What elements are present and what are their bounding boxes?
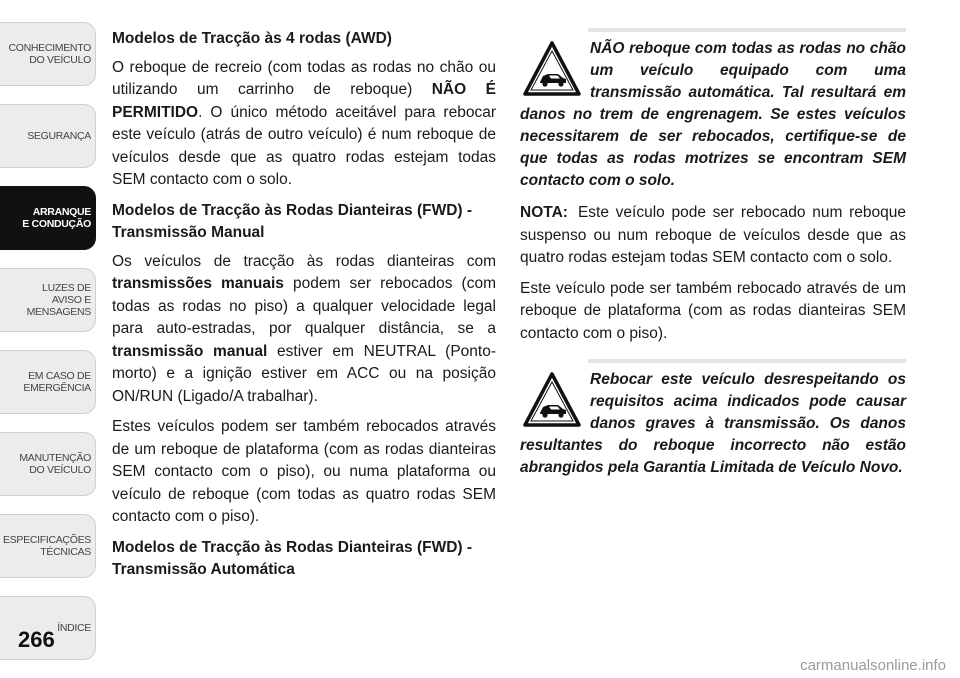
note-paragraph	[520, 202, 906, 270]
tab-luzes-de-aviso[interactable]	[0, 268, 96, 332]
tab-label: ARRANQUE E CONDUÇÃO	[22, 206, 91, 230]
note-text: Este veículo pode ser rebocado num reboque suspenso ou num reboque de veículos desde que as quatro rodas estejam todas SEM contacto com o solo.	[520, 204, 906, 266]
tab-conhecimento-do-veiculo[interactable]	[0, 22, 96, 86]
warning-triangle-car-icon	[522, 40, 582, 98]
emphasis: NÃO É PERMITIDO	[112, 81, 496, 121]
page-number: 266	[18, 627, 55, 652]
tab-arranque-e-conducao[interactable]	[0, 186, 96, 250]
emphasis: transmissões manuais	[112, 275, 284, 292]
tab-seguranca[interactable]	[0, 104, 96, 168]
tab-label: MANUTENÇÃO DO VEÍCULO	[19, 452, 91, 476]
warning-box	[520, 28, 906, 192]
tab-label: SEGURANÇA	[27, 130, 91, 142]
paragraph-awd	[112, 57, 496, 192]
tab-label: ESPECIFICAÇÕES TÉCNICAS	[3, 534, 91, 558]
paragraph-fwd-manual	[112, 251, 496, 409]
heading-awd: Modelos de Tracção às 4 rodas (AWD)	[112, 30, 392, 47]
emphasis: transmissão manual	[112, 342, 268, 360]
warning-text: Rebocar este veículo desrespeitando os requisitos acima indicados pode causar danos graves à transmissão. Os danos resultantes do reboque incorrecto não estão abrangidos pela Garantia Limitada de Veículo Novo.	[520, 371, 906, 476]
text: podem ser rebocados (com todas as rodas no piso) a qualquer velocidade legal para auto-estradas, por qualquer distância, se a	[112, 275, 496, 337]
text: Os veículos de tracção às rodas dianteiras com	[112, 252, 496, 270]
paragraph-platform: Este veículo pode ser também rebocado através de um reboque de plataforma (com as rodas dianteiras SEM contacto com o piso).	[520, 279, 906, 342]
warning-triangle-car-icon	[522, 371, 582, 429]
text: O reboque de recreio (com todas as rodas no chão ou utilizando um carrinho de reboque)	[112, 58, 496, 98]
warning-text: NÃO reboque com todas as rodas no chão um veículo equipado com uma transmissão automática. Tal resultará em danos no trem de engrenagem. Se estes veículos necessitarem de ser rebocados, certifique-se de que todas as rodas motrizes se encontram SEM contacto com o solo.	[520, 40, 906, 189]
tab-label: LUZES DE AVISO E MENSAGENS	[26, 282, 91, 318]
paragraph-fwd-platform: Estes veículos podem ser também rebocados através de um reboque de plataforma (com as rodas dianteiras SEM contacto com o piso), ou numa plataforma ou veículo de reboque (com todas as quatro rodas SEM contacto com o piso).	[112, 418, 496, 525]
note-label: NOTA:	[520, 204, 568, 221]
warning-box	[520, 359, 906, 479]
tab-em-caso-de-emergencia[interactable]	[0, 350, 96, 414]
tab-label: ÍNDICE	[57, 622, 91, 634]
left-column	[112, 28, 496, 588]
heading-fwd-automatic: Modelos de Tracção às Rodas Dianteiras (FWD) - Transmissão Automática	[112, 538, 473, 578]
right-column	[520, 28, 906, 489]
heading-fwd-manual: Modelos de Tracção às Rodas Dianteiras (FWD) - Transmissão Manual	[112, 201, 473, 241]
text: . O único método aceitável para rebocar este veículo (atrás de outro veículo) é num reboque de veículos desde que as quatro rodas estejam todas SEM contacto com o solo.	[112, 103, 496, 188]
tab-label: EM CASO DE EMERGÊNCIA	[23, 370, 91, 394]
tab-especificacoes-tecnicas[interactable]	[0, 514, 96, 578]
tab-label: CONHECIMENTO DO VEÍCULO	[8, 42, 91, 66]
tab-manutencao-do-veiculo[interactable]	[0, 432, 96, 496]
watermark: carmanualsonline.info	[800, 657, 946, 674]
text: estiver em NEUTRAL (Ponto-morto) e a ignição estiver em ACC ou na posição ON/RUN (Ligado/A trabalhar).	[112, 342, 496, 405]
